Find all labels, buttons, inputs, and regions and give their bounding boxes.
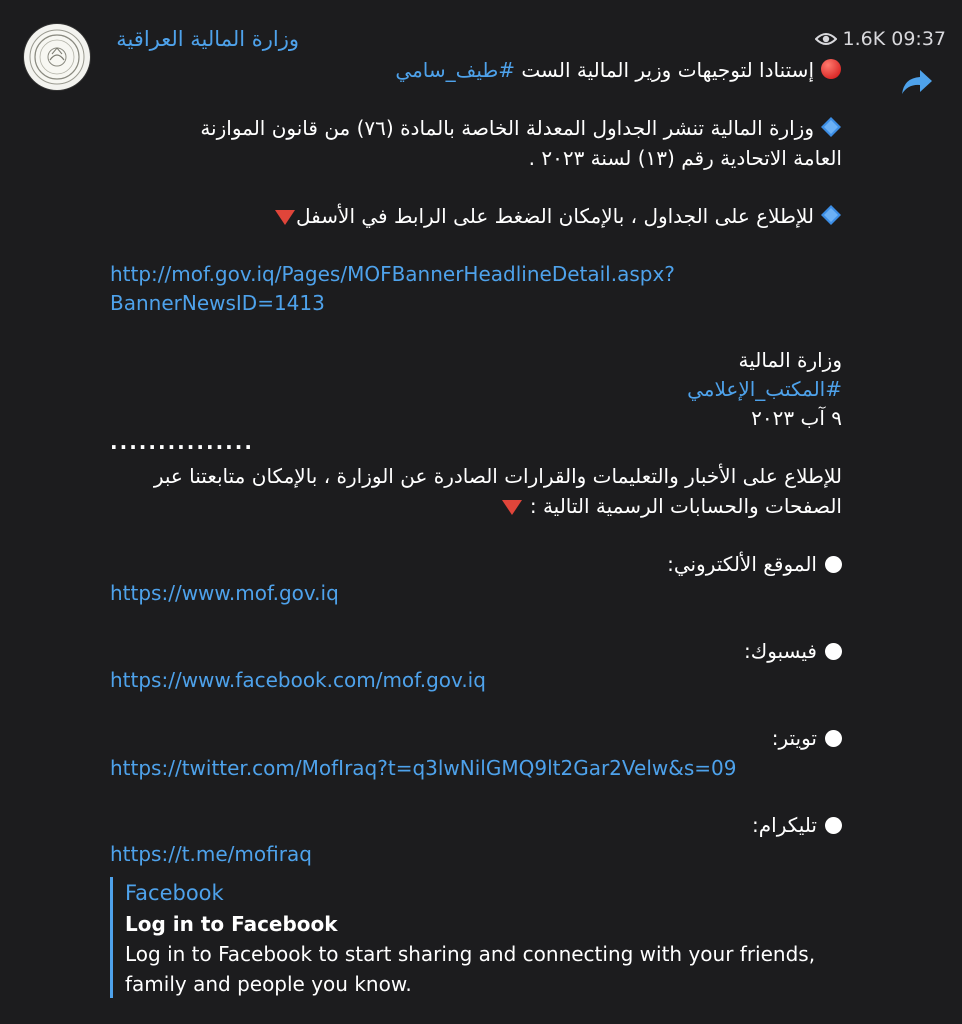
view-count: 1.6K <box>842 28 886 50</box>
red-triangle-down-icon <box>274 208 296 226</box>
channel-name[interactable]: وزارة المالية العراقية <box>116 27 299 51</box>
twitter-label-text: تويتر: <box>771 726 817 750</box>
signature-date: ٩ آب ٢٠٢٣ <box>751 406 842 430</box>
para2 <box>270 202 842 230</box>
twitter-link[interactable]: https://twitter.com/MofIraq?t=q3lwNilGMQ9lt2Gar2Velw&s=09 <box>110 756 737 780</box>
para1-second-line: العامة الاتحادية رقم (١٣) لسنة ٢٠٢٣ . <box>528 146 842 170</box>
table-link-line1[interactable]: http://mof.gov.iq/Pages/MOFBannerHeadlineDetail.aspx? <box>110 262 675 286</box>
ministry-seal-icon <box>28 28 86 86</box>
forward-button[interactable] <box>897 62 937 102</box>
signature-ministry: وزارة المالية <box>738 348 842 372</box>
telegram-link[interactable]: https://t.me/mofiraq <box>110 842 312 866</box>
white-circle-icon <box>825 817 842 834</box>
message-intro <box>395 56 842 84</box>
table-link-line2[interactable]: BannerNewsID=1413 <box>110 291 325 315</box>
white-circle-icon <box>825 556 842 573</box>
red-triangle-down-icon <box>501 498 523 516</box>
preview-site-name: Facebook <box>125 881 224 905</box>
channel-avatar[interactable] <box>24 24 90 90</box>
eye-icon <box>815 32 837 46</box>
website-label-text: الموقع الألكتروني: <box>667 552 817 576</box>
facebook-label <box>744 637 842 665</box>
para2-text: للإطلاع على الجداول ، بالإمكان الضغط على الرابط في الأسفل <box>296 204 814 228</box>
para1-line1-text: وزارة المالية تنشر الجداول المعدلة الخاصة بالمادة (٧٦) من قانون الموازنة <box>200 116 814 140</box>
telegram-label-text: تليكرام: <box>752 813 817 837</box>
white-circle-icon <box>825 643 842 660</box>
blue-diamond-icon <box>820 204 842 226</box>
follow-line2-text: الصفحات والحسابات الرسمية التالية : <box>523 494 842 518</box>
follow-text-line2 <box>501 492 842 520</box>
intro-text: إستنادا لتوجيهات وزير المالية الست <box>515 58 814 82</box>
twitter-label <box>772 724 842 752</box>
facebook-link[interactable]: https://www.facebook.com/mof.gov.iq <box>110 668 486 692</box>
website-label <box>667 550 842 578</box>
preview-description: Log in to Facebook to start sharing and connecting with your friends, family and people you know. <box>125 942 816 996</box>
forward-arrow-icon <box>900 68 934 96</box>
follow-text-line1: للإطلاع على الأخبار والتعليمات والقرارات الصادرة عن الوزارة ، بالإمكان متابعتنا عبر <box>153 464 842 488</box>
separator-dots: ............... <box>110 430 254 454</box>
message-time: 09:37 <box>891 28 946 50</box>
facebook-label-text: فيسبوك: <box>743 639 817 663</box>
hashtag-media-office[interactable]: #المكتب_الإعلامي <box>687 377 842 401</box>
link-preview[interactable] <box>110 877 850 998</box>
preview-title: Log in to Facebook <box>125 912 338 936</box>
blue-diamond-icon <box>820 116 842 138</box>
white-circle-icon <box>825 730 842 747</box>
para1-first-line <box>200 114 842 142</box>
message-meta <box>815 27 946 51</box>
red-circle-icon <box>820 58 842 80</box>
telegram-label <box>752 811 842 839</box>
hashtag-taif-sami[interactable]: #طيف_سامي <box>395 58 516 82</box>
website-link[interactable]: https://www.mof.gov.iq <box>110 581 339 605</box>
